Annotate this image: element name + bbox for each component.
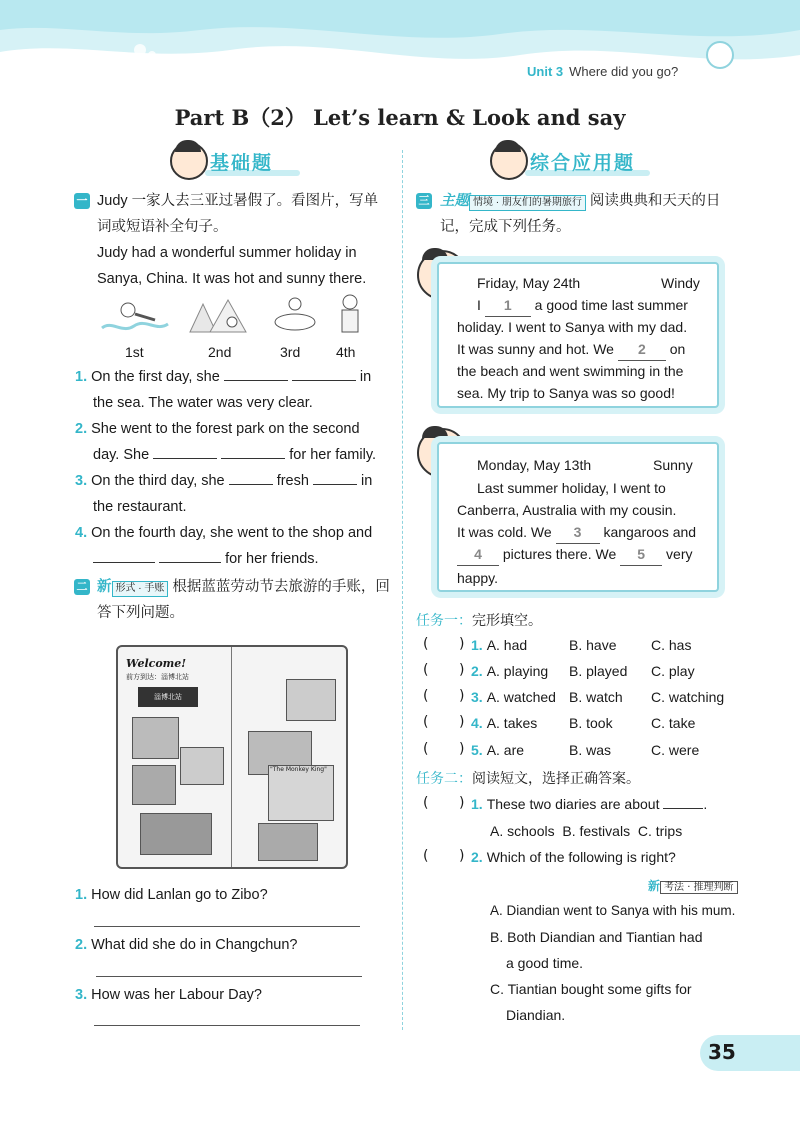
travel-journal-image [116, 645, 348, 869]
task2-q1-options: A. schools B. festivals C. trips [490, 823, 683, 839]
diary1-line3: It was sunny and hot. We 2 on [457, 338, 685, 361]
diary2-weather: Sunny [653, 457, 693, 473]
journal-photo [132, 717, 179, 759]
diary2-line4: 4 pictures there. We 5 very [457, 543, 692, 566]
q1-item-4-line2: for her friends. [93, 546, 319, 572]
diary2-date: Monday, May 13th [477, 457, 592, 473]
task2-q2-option-b-line2: a good time. [506, 955, 584, 971]
diary1-line2: holiday. I went to Sanya with my dad. [457, 319, 688, 335]
diary2-line1: Last summer holiday, I went to [477, 480, 666, 496]
boy-mascot-icon [170, 142, 208, 180]
journal-photo [268, 765, 334, 821]
section-title-basic: 基础题 [210, 152, 274, 174]
journal-welcome: Welcome! [126, 657, 187, 670]
q1-item-3-line2: the restaurant. [93, 499, 187, 515]
pic-label-4th: 4th [336, 344, 356, 360]
q1-intro-2: Sanya, China. It was hot and sunny there. [97, 271, 367, 287]
forest-park-image [188, 292, 248, 340]
answer-line[interactable] [96, 976, 362, 977]
journal-photo [180, 747, 224, 785]
journal-monkey-label: "The Monkey King" [270, 766, 327, 773]
answer-line[interactable] [94, 1025, 360, 1026]
column-divider [402, 150, 403, 1030]
q2-question-3: 3. How was her Labour Day? [75, 987, 262, 1003]
journal-photo [286, 679, 336, 721]
question-tag-1: 一 [74, 193, 90, 209]
diary1-weather: Windy [661, 275, 700, 291]
question-tag-2: 二 [74, 579, 90, 595]
section-title-applied: 综合应用题 [530, 152, 636, 174]
shopping-girl-image [330, 292, 370, 340]
page-title: Part B（2） Let’s learn & Look and say [174, 105, 626, 130]
journal-photo [132, 765, 176, 805]
restaurant-image [270, 292, 320, 340]
journal-spine [231, 647, 232, 867]
task1-header: 任务一：完形填空。 [416, 613, 542, 629]
answer-blank[interactable] [224, 380, 288, 381]
answer-blank[interactable] [229, 484, 273, 485]
q1-item-2: 2. She went to the forest park on the second [75, 421, 360, 437]
q2-instruction: 新 形式 · 手账 根据蓝蓝劳动节去旅游的手账，回 [97, 579, 390, 595]
unit-header: Unit 3 Where did you go? [527, 64, 679, 79]
task2-q2-option-c: C. Tiantian bought some gifts for [490, 981, 692, 997]
q3-instruction: 主题 情境 · 朋友们的暑期旅行 阅读典典和天天的日 [440, 193, 721, 209]
q1-intro: Judy had a wonderful summer holiday in [97, 245, 357, 261]
q1-instruction-2: 词或短语补全句子。 [97, 219, 228, 235]
diary2-line2: Canberra, Australia with my cousin. [457, 502, 677, 518]
page-number: 35 [708, 1040, 736, 1064]
q1-instruction: Judy 一家人去三亚过暑假了。看图片，写单 [97, 193, 379, 209]
diary1-date: Friday, May 24th [477, 275, 581, 291]
diary2-line5: happy. [457, 570, 498, 586]
answer-blank[interactable] [313, 484, 357, 485]
station-sign: 淄博北站 [138, 687, 198, 707]
task2-header: 任务二：阅读短文，选择正确答案。 [416, 771, 640, 787]
boy-mascot-icon [490, 142, 528, 180]
q2-question-2: 2. What did she do in Changchun? [75, 937, 298, 953]
task2-q2-option-a: A. Diandian went to Sanya with his mum. [490, 903, 736, 918]
diary-card-2 [437, 442, 719, 592]
journal-photo [140, 813, 212, 855]
journal-sub: 前方到达：淄博北站 [126, 673, 189, 681]
diary2-line3: It was cold. We 3 kangaroos and [457, 521, 696, 544]
diary1-line1: I 1 a good time last summer [477, 294, 688, 317]
question-tag-3: 三 [416, 193, 432, 209]
pic-label-2nd: 2nd [208, 344, 232, 360]
hint-label: 新 考法 · 推理判断 [648, 875, 738, 895]
q3-instruction-2: 记，完成下列任务。 [440, 219, 571, 235]
diary1-line4: the beach and went swimming in the [457, 363, 684, 379]
pic-label-1st: 1st [125, 344, 144, 360]
task2-q2-option-c-line2: Diandian. [506, 1007, 566, 1023]
answer-blank[interactable] [153, 458, 217, 459]
q2-instruction-2: 答下列问题。 [97, 605, 184, 621]
task2-q2-option-b: B. Both Diandian and Tiantian had [490, 929, 703, 945]
answer-blank[interactable] [221, 458, 285, 459]
journal-photo [258, 823, 318, 861]
diary-card-1 [437, 262, 719, 408]
q1-item-1: 1. On the first day, she in [75, 369, 372, 385]
swimming-girl-image [100, 292, 170, 340]
answer-line[interactable] [94, 926, 360, 927]
diary1-line5: sea. My trip to Sanya was so good! [457, 385, 675, 401]
answer-blank[interactable] [93, 562, 155, 563]
q1-item-1-line2: the sea. The water was very clear. [93, 395, 313, 411]
answer-blank[interactable] [159, 562, 221, 563]
answer-blank[interactable] [292, 380, 356, 381]
header-wave-decoration [0, 0, 800, 100]
q2-question-1: 1. How did Lanlan go to Zibo? [75, 887, 268, 903]
q1-item-2-line2: day. She for her family. [93, 447, 377, 463]
sun-icon [707, 42, 733, 68]
q1-item-3: 3. On the third day, she fresh in [75, 473, 373, 489]
q1-item-4: 4. On the fourth day, she went to the shop and [75, 525, 373, 541]
pic-label-3rd: 3rd [280, 344, 301, 360]
